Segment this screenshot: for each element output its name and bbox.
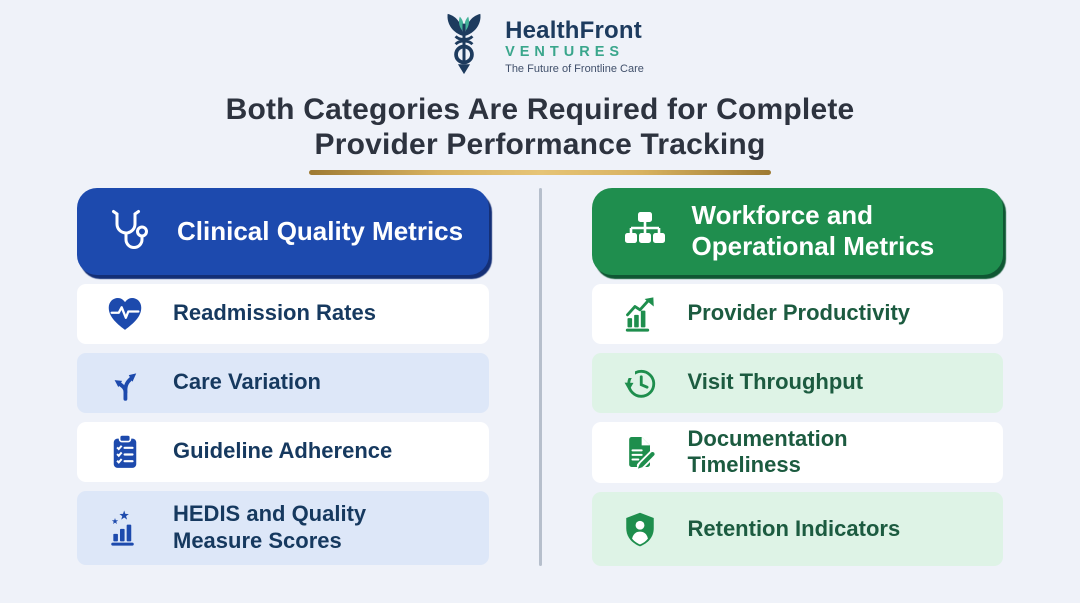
growth-chart-icon bbox=[618, 294, 662, 334]
item-readmission-rates bbox=[77, 284, 489, 344]
clinical-quality-column bbox=[77, 188, 489, 565]
healthfront-plant-caduceus-icon bbox=[436, 10, 492, 84]
star-bar-chart-icon bbox=[103, 508, 147, 548]
brand-logo bbox=[0, 0, 1080, 84]
heartbeat-icon bbox=[103, 294, 147, 334]
item-label: Visit Throughput bbox=[687, 369, 864, 395]
item-hedis-quality-scores bbox=[77, 491, 489, 565]
clock-history-icon bbox=[618, 363, 662, 403]
item-label: Documentation Timeliness bbox=[687, 425, 848, 478]
document-pencil-icon bbox=[618, 432, 662, 472]
brand-subname: VENTURES bbox=[505, 43, 625, 60]
title-underline bbox=[309, 170, 771, 175]
workforce-operational-header-label: Workforce and Operational Metrics bbox=[691, 200, 935, 262]
page-title bbox=[0, 93, 1080, 163]
item-label: HEDIS and Quality Measure Scores bbox=[173, 500, 367, 553]
metrics-comparison bbox=[0, 188, 1080, 567]
item-visit-throughput bbox=[592, 353, 1004, 413]
workforce-operational-column bbox=[592, 188, 1004, 567]
item-label: Guideline Adherence bbox=[173, 438, 393, 464]
item-label: Readmission Rates bbox=[173, 300, 376, 326]
workforce-operational-header bbox=[592, 188, 1004, 275]
item-retention-indicators bbox=[592, 492, 1004, 566]
branching-arrows-icon bbox=[103, 363, 147, 403]
page-title-line1: Both Categories Are Required for Complete bbox=[225, 93, 855, 126]
item-label: Care Variation bbox=[173, 369, 321, 395]
clinical-quality-header-label: Clinical Quality Metrics bbox=[177, 215, 464, 246]
shield-person-icon bbox=[618, 509, 662, 549]
column-divider bbox=[539, 188, 542, 566]
item-documentation-timeliness bbox=[592, 422, 1004, 484]
item-label: Retention Indicators bbox=[687, 515, 901, 541]
org-chart-icon bbox=[618, 207, 668, 255]
brand-tagline: The Future of Frontline Care bbox=[505, 63, 644, 76]
stethoscope-icon bbox=[103, 207, 153, 255]
brand-name: HealthFront bbox=[505, 16, 642, 44]
clipboard-checklist-icon bbox=[103, 432, 147, 472]
item-provider-productivity bbox=[592, 284, 1004, 344]
clinical-quality-header bbox=[77, 188, 489, 275]
item-guideline-adherence bbox=[77, 422, 489, 482]
item-label: Provider Productivity bbox=[687, 300, 911, 326]
page-title-line2: Provider Performance Tracking bbox=[314, 127, 766, 161]
item-care-variation bbox=[77, 353, 489, 413]
